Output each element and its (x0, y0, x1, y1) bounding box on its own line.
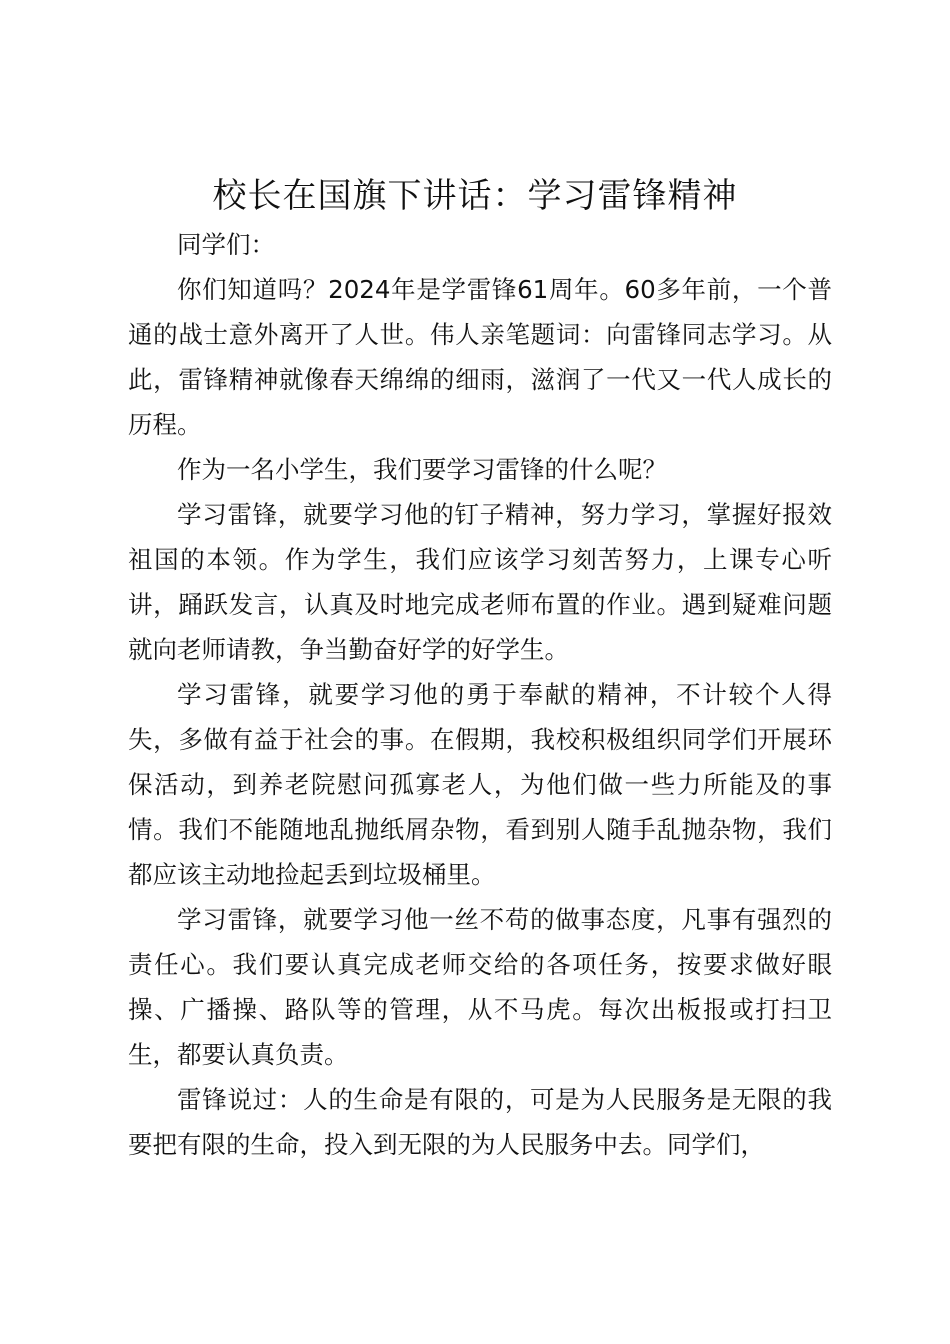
quote-paragraph: 雷锋说过：人的生命是有限的，可是为人民服务是无限的我要把有限的生命，投入到无限的为人民服务中去。同学们， (128, 1085, 832, 1159)
intro-paragraph: 你们知道吗？2024年是学雷锋61周年。60多年前，一个普通的战士意外离开了人世。伟人亲笔题词：向雷锋同志学习。从此，雷锋精神就像春天绵绵的细雨，滋润了一代又一代人成长的历程。 (128, 275, 832, 439)
document-body (128, 222, 832, 1167)
responsibility-paragraph: 学习雷锋，就要学习他一丝不苟的做事态度，凡事有强烈的责任心。我们要认真完成老师交给的各项任务，按要求做好眼操、广播操、路队等的管理，从不马虎。每次出板报或打扫卫生，都要认真负责。 (128, 905, 832, 1069)
study-paragraph: 学习雷锋，就要学习他的钉子精神，努力学习，掌握好报效祖国的本领。作为学生，我们应该学习刻苦努力，上课专心听讲，踊跃发言，认真及时地完成老师布置的作业。遇到疑难问题就向老师请教，争当勤奋好学的好学生。 (128, 500, 832, 664)
dedication-paragraph: 学习雷锋，就要学习他的勇于奉献的精神，不计较个人得失，多做有益于社会的事。在假期，我校积极组织同学们开展环保活动，到养老院慰问孤寡老人，为他们做一些力所能及的事情。我们不能随地乱抛纸屑杂物，看到别人随手乱抛杂物，我们都应该主动地捡起丢到垃圾桶里。 (128, 680, 832, 889)
greeting-paragraph: 同学们： (177, 230, 275, 259)
document-title: 校长在国旗下讲话：学习雷锋精神 (212, 176, 738, 216)
question-paragraph: 作为一名小学生，我们要学习雷锋的什么呢？ (177, 455, 667, 484)
